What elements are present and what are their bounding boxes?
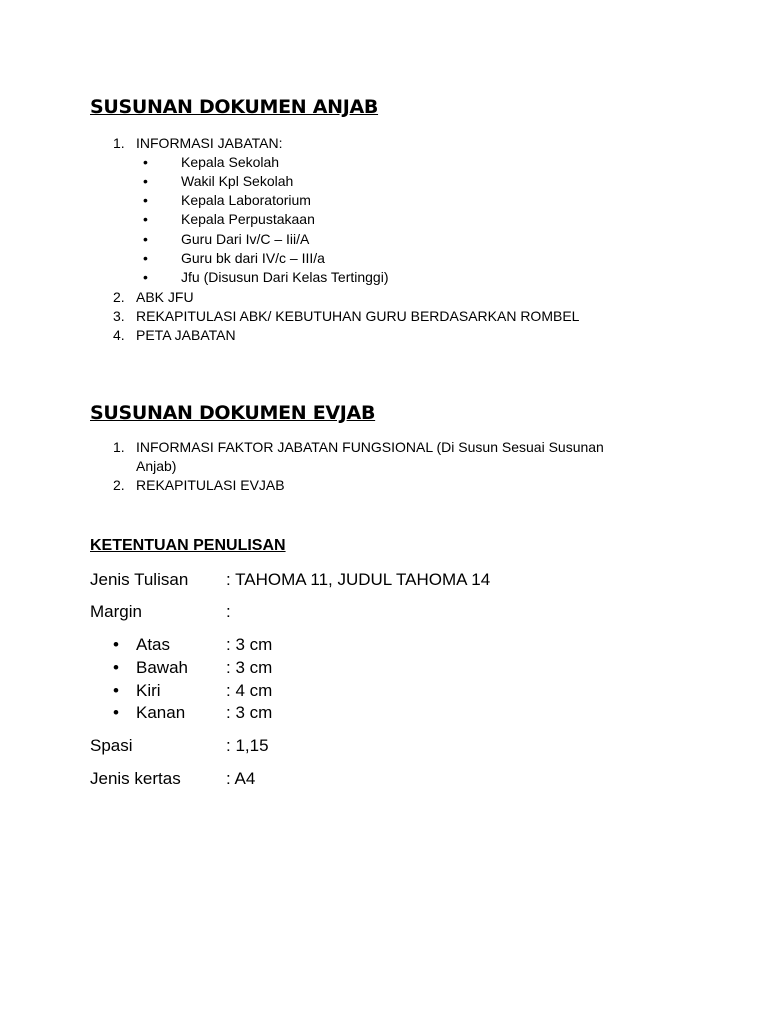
anjab-item-1-number: 1. [113, 135, 125, 151]
margin-bawah-value: : 3 cm [226, 658, 273, 677]
evjab-heading: SUSUNAN DOKUMEN EVJAB [90, 402, 376, 424]
anjab-subitem: Kepala Sekolah [181, 154, 280, 170]
margin-label: Margin [90, 602, 142, 621]
margin-bawah-label: Bawah [136, 658, 188, 677]
anjab-subitem: Guru bk dari IV/c – III/a [181, 250, 325, 266]
margin-atas-value: : 3 cm [226, 635, 273, 654]
bullet-icon: • [143, 173, 148, 189]
anjab-subitem: Kepala Laboratorium [181, 192, 311, 208]
bullet-icon: • [113, 703, 119, 722]
bullet-icon: • [143, 154, 148, 170]
jenis-kertas-value: : A4 [226, 769, 256, 788]
bullet-icon: • [113, 635, 119, 654]
anjab-subitem: Guru Dari Iv/C – Iii/A [181, 231, 310, 247]
margin-value: : [226, 602, 231, 621]
margin-kiri-value: : 4 cm [226, 681, 273, 700]
margin-kanan-value: : 3 cm [226, 703, 273, 722]
evjab-item-1-line1: INFORMASI FAKTOR JABATAN FUNGSIONAL (Di Susun Sesuai Susunan [136, 439, 604, 455]
evjab-item-1-number: 1. [113, 439, 125, 455]
bullet-icon: • [143, 211, 148, 227]
ketentuan-heading: KETENTUAN PENULISAN [90, 537, 286, 554]
bullet-icon: • [143, 269, 148, 285]
anjab-item-3-number: 3. [113, 308, 125, 324]
anjab-item-4-number: 4. [113, 327, 125, 343]
spasi-value: : 1,15 [226, 736, 269, 755]
anjab-item-4-text: PETA JABATAN [136, 327, 236, 343]
margin-atas-label: Atas [136, 635, 171, 654]
evjab-item-2-text: REKAPITULASI EVJAB [136, 477, 285, 493]
jenis-kertas-label: Jenis kertas [90, 769, 181, 788]
bullet-icon: • [143, 231, 148, 247]
anjab-item-2-text: ABK JFU [136, 289, 194, 305]
spasi-label: Spasi [90, 736, 133, 755]
margin-kiri-label: Kiri [136, 681, 161, 700]
bullet-icon: • [143, 192, 148, 208]
evjab-item-1-line2: Anjab) [136, 458, 177, 474]
anjab-subitem: Wakil Kpl Sekolah [181, 173, 294, 189]
bullet-icon: • [143, 250, 148, 266]
bullet-icon: • [113, 681, 119, 700]
anjab-subitem: Kepala Perpustakaan [181, 211, 315, 227]
anjab-item-1-text: INFORMASI JABATAN: [136, 135, 283, 151]
jenis-tulisan-value: : TAHOMA 11, JUDUL TAHOMA 14 [226, 570, 491, 589]
anjab-item-2-number: 2. [113, 289, 125, 305]
anjab-subitem: Jfu (Disusun Dari Kelas Tertinggi) [181, 269, 389, 285]
bullet-icon: • [113, 658, 119, 677]
evjab-item-2-number: 2. [113, 477, 125, 493]
jenis-tulisan-label: Jenis Tulisan [90, 570, 189, 589]
anjab-heading: SUSUNAN DOKUMEN ANJAB [90, 96, 379, 118]
anjab-item-3-text: REKAPITULASI ABK/ KEBUTUHAN GURU BERDASARKAN ROMBEL [136, 308, 580, 324]
margin-kanan-label: Kanan [136, 703, 186, 722]
